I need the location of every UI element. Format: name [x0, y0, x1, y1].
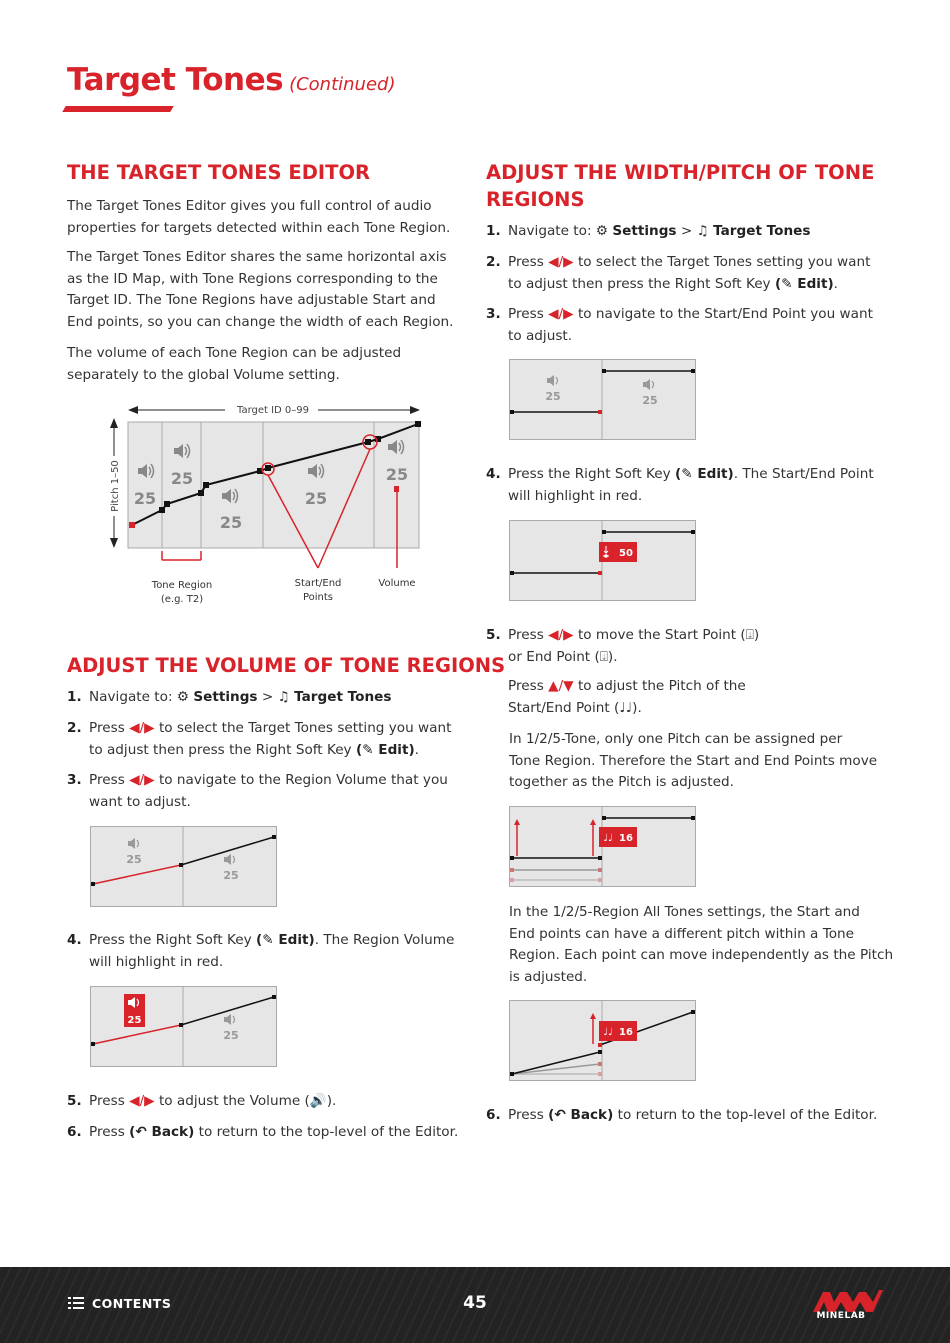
width-figure-2: [509, 520, 697, 602]
left-right-arrows-icon: ◀/▶: [548, 627, 574, 643]
width-pitch-heading: ADJUST THE WIDTH/PITCH OF TONE REGIONS: [486, 161, 875, 211]
svg-text:25: 25: [126, 853, 142, 866]
volume-value-3: 25: [219, 513, 243, 532]
editor-paragraph-2: The Target Tones Editor shares the same horizontal axis as the ID Map, with Tone Regions corresponding to the Target ID. The Tone Regions have adjustable Start and End points, so you can change the width of each Region.: [67, 249, 454, 330]
width-figure-4: [509, 1000, 697, 1082]
callout-start-end: Start/End: [294, 578, 342, 589]
svg-text:♩♩: ♩♩: [603, 833, 613, 844]
left-right-arrows-icon: ◀/▶: [548, 306, 574, 322]
highlighted-pitch-value: 50: [619, 548, 633, 559]
callout-points: Points: [302, 592, 334, 603]
pitch-icon: ♩♩: [619, 699, 633, 716]
target-tones-icon: ♫: [277, 689, 290, 705]
editor-heading: THE TARGET TONES EDITOR: [67, 161, 371, 184]
svg-text:25: 25: [223, 869, 239, 882]
callout-tone-region: Tone Region: [151, 580, 213, 591]
editor-paragraph-1: The Target Tones Editor gives you full control of audio properties for targets detected within each Tone Region.: [67, 198, 451, 236]
editor-paragraph-3: The volume of each Tone Region can be adjusted separately to the global Volume setting.: [67, 345, 402, 383]
brand-name: MINELAB: [816, 1311, 866, 1321]
volume-value-4: 25: [304, 489, 328, 508]
start-point-icon: ⍗: [745, 627, 754, 643]
pencil-icon: ✎: [781, 275, 793, 292]
target-tones-icon: ♫: [696, 223, 709, 239]
left-right-arrows-icon: ◀/▶: [548, 254, 574, 270]
volume-value-5: 25: [385, 465, 409, 484]
up-down-arrows-icon: ▲/▼: [548, 678, 574, 694]
svg-text:♩♩: ♩♩: [603, 1027, 613, 1038]
left-right-arrows-icon: ◀/▶: [129, 720, 155, 736]
svg-text:25: 25: [223, 1029, 239, 1042]
volume-figure-1: [90, 826, 278, 908]
back-icon: ↶: [135, 1124, 147, 1140]
minelab-logo-icon: [813, 1286, 883, 1314]
x-axis-label: Target ID 0–99: [236, 405, 310, 416]
tone-region-diagram: [100, 398, 440, 610]
gear-icon: ⚙: [176, 689, 190, 705]
volume-figure-2: [90, 986, 278, 1068]
back-icon: ↶: [554, 1107, 566, 1123]
tone-pitch-value: 16: [619, 833, 633, 844]
svg-text:25: 25: [642, 394, 658, 407]
gear-icon: ⚙: [595, 223, 609, 239]
page-subtitle: (Continued): [289, 74, 396, 95]
callout-tone-region-example: (e.g. T2): [160, 594, 204, 605]
volume-value-2: 25: [170, 469, 194, 488]
title-underline: [62, 106, 173, 112]
callout-volume: Volume: [378, 578, 416, 589]
svg-text:25: 25: [545, 390, 561, 403]
volume-heading: ADJUST THE VOLUME OF TONE REGIONS: [67, 654, 506, 677]
contents-label[interactable]: CONTENTS: [92, 1296, 172, 1311]
left-right-arrows-icon: ◀/▶: [129, 772, 155, 788]
speaker-icon: 🔊: [309, 1093, 327, 1109]
width-figure-3: [509, 806, 697, 888]
region-paragraph: In the 1/2/5-Region All Tones settings, the Start and End points can have a different pitch within a Tone Region. Each point can move independently as the Pitch is adjusted.: [509, 904, 894, 985]
left-right-arrows-icon: ◀/▶: [129, 1093, 155, 1109]
page-number: 45: [463, 1293, 487, 1313]
end-point-icon: ⍗: [599, 648, 608, 665]
pencil-icon: ✎: [681, 466, 693, 482]
pencil-icon: ✎: [262, 932, 274, 948]
highlighted-volume-value: 25: [127, 1015, 142, 1026]
region-pitch-value: 16: [619, 1027, 633, 1038]
width-figure-1: [509, 359, 697, 441]
page-title: Target Tones (Continued): [67, 62, 396, 98]
y-axis-label: Pitch 1–50: [110, 460, 121, 512]
volume-value-1: 25: [133, 489, 157, 508]
pencil-icon: ✎: [362, 741, 374, 758]
tone-paragraph: In 1/2/5-Tone, only one Pitch can be assigned per Tone Region. Therefore the Start and End Points move together as the Pitch is adjusted.: [509, 731, 878, 790]
